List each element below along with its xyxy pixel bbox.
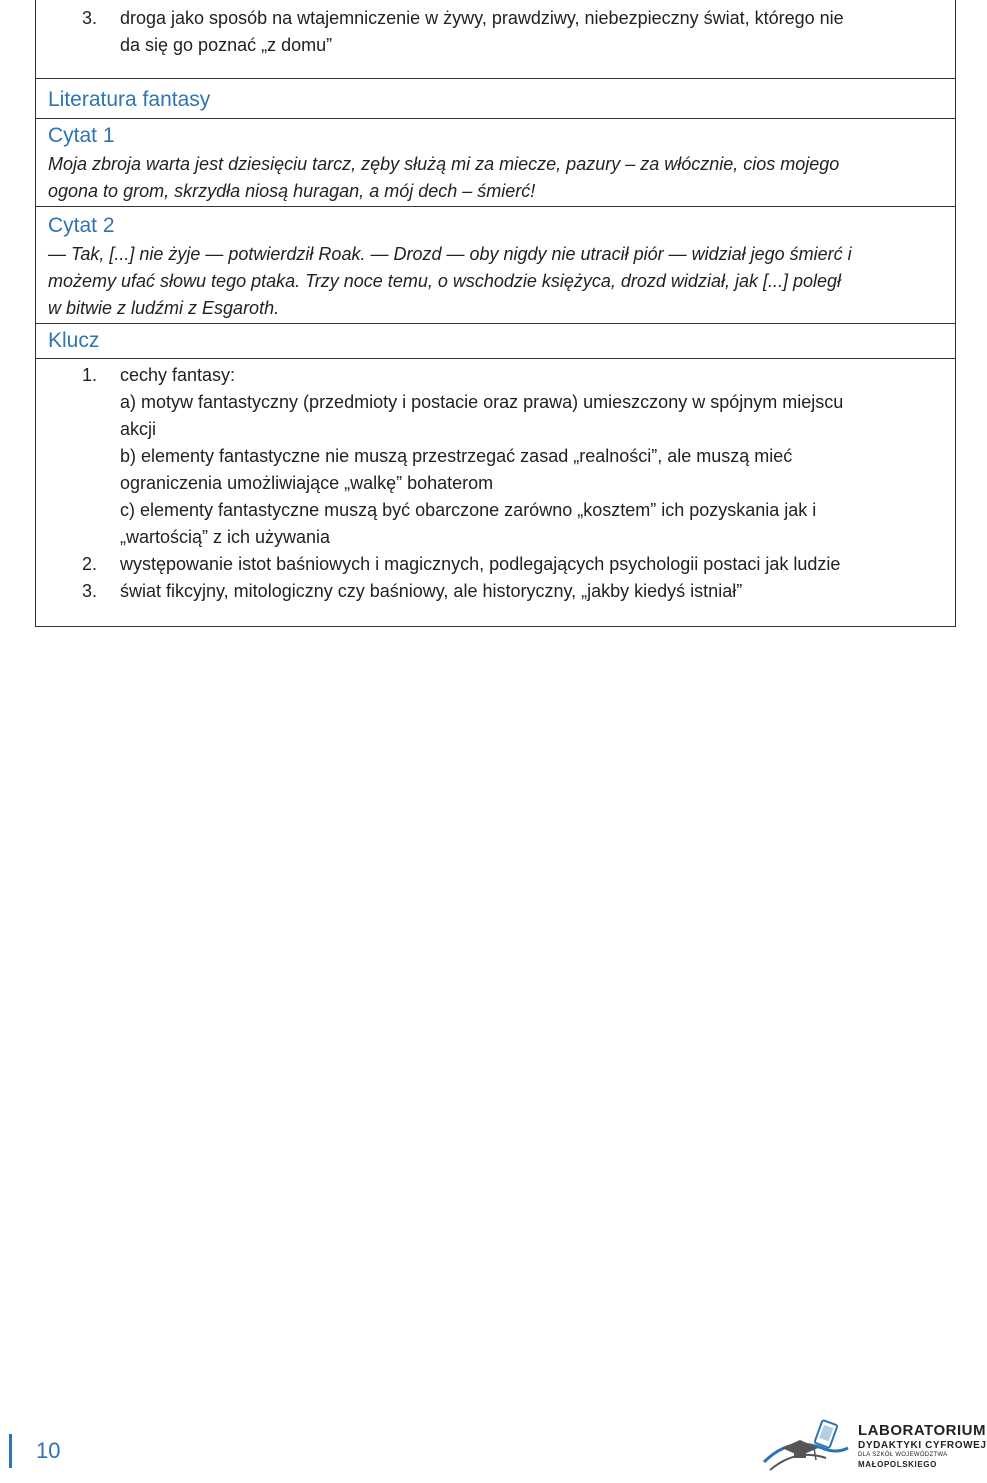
quote1-heading: Cytat 1 bbox=[48, 124, 115, 147]
key-item-2-number: 2. bbox=[82, 554, 98, 574]
quote2-line1: — Tak, [...] nie żyje — potwierdził Roak. — Drozd — oby nigdy nie utracił piór — widział jego śmierć i bbox=[48, 244, 852, 264]
key-item-1 bbox=[48, 362, 943, 551]
section-title: Literatura fantasy bbox=[48, 88, 211, 111]
laboratorium-logo bbox=[760, 1418, 987, 1478]
key-item-1-sub-1: a) motyw fantastyczny (przedmioty i postacie oraz prawa) umieszczony w spójnym miejscu bbox=[120, 392, 844, 412]
key-heading: Klucz bbox=[48, 329, 100, 352]
quote1-row bbox=[36, 119, 955, 207]
key-item-1-title: cechy fantasy: bbox=[120, 365, 236, 385]
key-item-3-number: 3. bbox=[82, 581, 98, 601]
key-item-3 bbox=[48, 578, 943, 605]
key-item-1-sub-2: akcji bbox=[120, 419, 157, 439]
logo-line2: DYDAKTYKI CYFROWEJ bbox=[858, 1440, 987, 1451]
key-list-row bbox=[36, 359, 955, 627]
quote2-row bbox=[36, 207, 955, 324]
key-item-1-sub-6: „wartością” z ich używania bbox=[120, 527, 331, 547]
logo-line3: DLA SZKÓŁ WOJEWÓDZTWA bbox=[858, 1452, 948, 1458]
quote2-line3: w bitwie z ludźmi z Esgaroth. bbox=[48, 298, 280, 318]
key-item-1-sub-5: c) elementy fantastyczne muszą być obarczone zarówno „kosztem” ich pozyskania jak i bbox=[120, 500, 817, 520]
logo-line4: MAŁOPOLSKIEGO bbox=[858, 1460, 937, 1469]
key-item-1-sub-4: ograniczenia umożliwiające „walkę” bohaterom bbox=[120, 473, 494, 493]
key-item-1-sub-3: b) elementy fantastyczne nie muszą przestrzegać zasad „realności”, ale muszą mieć bbox=[120, 446, 793, 466]
key-heading-row bbox=[36, 324, 955, 359]
content-table bbox=[35, 0, 956, 627]
quote1-line1: Moja zbroja warta jest dziesięciu tarcz, zęby służą mi za miecze, pazury – za włócznie, cios mojego bbox=[48, 154, 840, 174]
logo-line1: LABORATORIUM bbox=[858, 1422, 986, 1439]
logo-graphic-icon bbox=[760, 1418, 855, 1478]
quote2-line2: możemy ufać słowu tego ptaka. Trzy noce temu, o wschodzie księżyca, drozd widział, jak [...] poległ bbox=[48, 271, 842, 291]
intro-item-number: 3. bbox=[82, 8, 98, 28]
quote2-heading: Cytat 2 bbox=[48, 214, 115, 237]
intro-item-line1: droga jako sposób na wtajemniczenie w żywy, prawdziwy, niebezpieczny świat, którego nie bbox=[120, 8, 844, 28]
intro-item-line2: da się go poznać „z domu” bbox=[120, 35, 333, 55]
section-title-row bbox=[36, 79, 955, 119]
quote1-line2: ogona to grom, skrzydła niosą huragan, a mój dech – śmierć! bbox=[48, 181, 536, 201]
key-item-2 bbox=[48, 551, 943, 578]
page-number: 10 bbox=[36, 1438, 61, 1463]
key-item-1-number: 1. bbox=[82, 365, 98, 385]
key-item-2-title: występowanie istot baśniowych i magicznych, podlegających psychologii postaci jak ludzie bbox=[120, 554, 841, 574]
intro-list-item bbox=[48, 5, 943, 59]
footer-accent-bar bbox=[9, 1434, 12, 1468]
intro-list-row bbox=[36, 0, 955, 79]
key-item-3-title: świat fikcyjny, mitologiczny czy baśniowy, ale historyczny, „jakby kiedyś istniał” bbox=[120, 581, 743, 601]
